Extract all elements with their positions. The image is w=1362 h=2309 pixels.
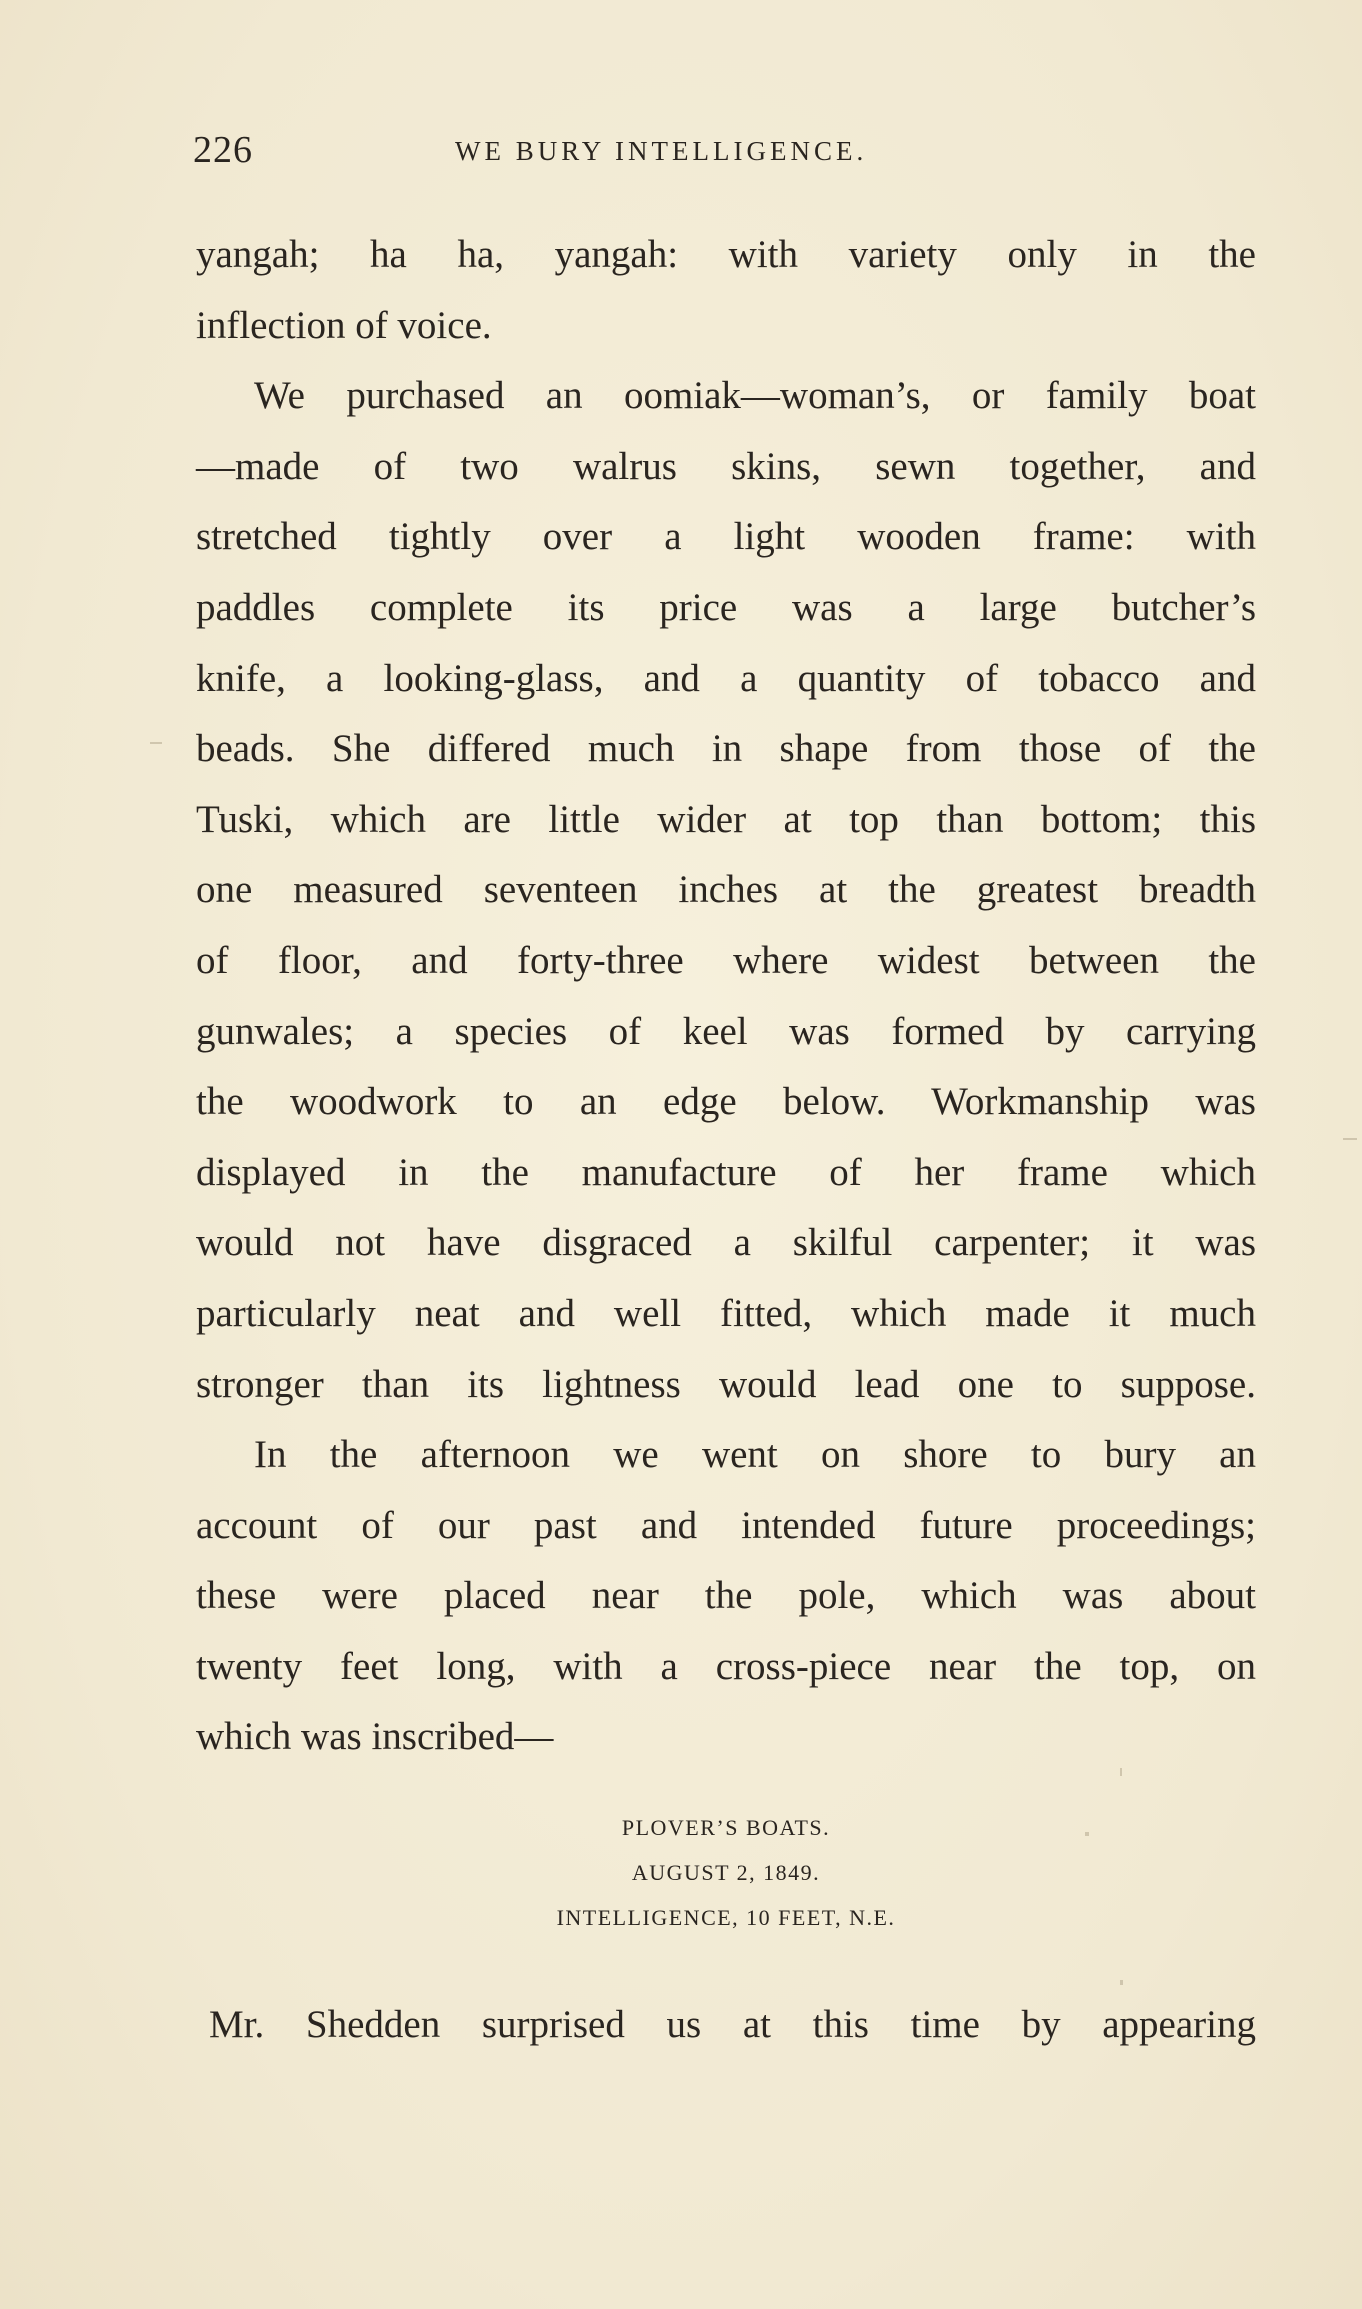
text-line: yangah; ha ha, yangah: with variety only in the — [196, 233, 1256, 276]
text-line: —made of two walrus skins, sewn together, and — [196, 444, 1256, 488]
text-line: Mr. Shedden surprised us at this time by appearing — [209, 2003, 1256, 2046]
text-line: stretched tightly over a light wooden frame: with — [196, 515, 1256, 559]
paper-speck — [1120, 1768, 1122, 1776]
text-line: one measured seventeen inches at the greatest breadth — [196, 868, 1256, 912]
text-line: which was inscribed— — [196, 1715, 554, 1759]
inscription-line: INTELLIGENCE, 10 FEET, N.E. — [556, 1905, 896, 1930]
text-line: displayed in the manufacture of her frame which — [196, 1150, 1256, 1194]
text-line: We purchased an oomiak—woman’s, or family boat — [254, 374, 1256, 418]
text-line: of floor, and forty-three where widest between the — [196, 938, 1256, 982]
text-line: particularly neat and well fitted, which made it much — [196, 1291, 1256, 1335]
text-line: Tuski, which are little wider at top than bottom; this — [196, 797, 1256, 841]
final-text — [209, 1990, 1256, 2061]
page-number: 226 — [193, 129, 253, 171]
paper-speck — [150, 742, 162, 744]
text-line: gunwales; a species of keel was formed by carrying — [196, 1009, 1256, 1053]
text-line: account of our past and intended future proceedings; — [196, 1503, 1256, 1547]
inscription-block — [196, 1805, 1256, 1940]
paper-speck — [1120, 1980, 1123, 1985]
running-head: WE BURY INTELLIGENCE. — [455, 136, 868, 166]
text-line: would not have disgraced a skilful carpenter; it was — [196, 1221, 1256, 1265]
text-line: knife, a looking-glass, and a quantity of tobacco and — [196, 656, 1256, 700]
text-line: the woodwork to an edge below. Workmanship was — [196, 1080, 1256, 1124]
paper-speck — [1085, 1832, 1089, 1836]
text-line: twenty feet long, with a cross-piece near the top, on — [196, 1644, 1256, 1688]
text-line: inflection of voice. — [196, 303, 492, 347]
paper-speck — [1343, 1138, 1357, 1140]
body-text — [196, 220, 1256, 1773]
text-line: In the afternoon we went on shore to bury an — [254, 1433, 1256, 1477]
inscription-line: PLOVER’S BOATS. — [621, 1815, 831, 1840]
text-line: beads. She differed much in shape from those of the — [196, 727, 1256, 771]
text-line: paddles complete its price was a large butcher’s — [196, 585, 1256, 629]
inscription-line: AUGUST 2, 1849. — [631, 1860, 821, 1885]
text-line: these were placed near the pole, which was about — [196, 1574, 1256, 1618]
page-header — [193, 128, 1258, 178]
text-line: stronger than its lightness would lead one to suppose. — [196, 1362, 1256, 1406]
